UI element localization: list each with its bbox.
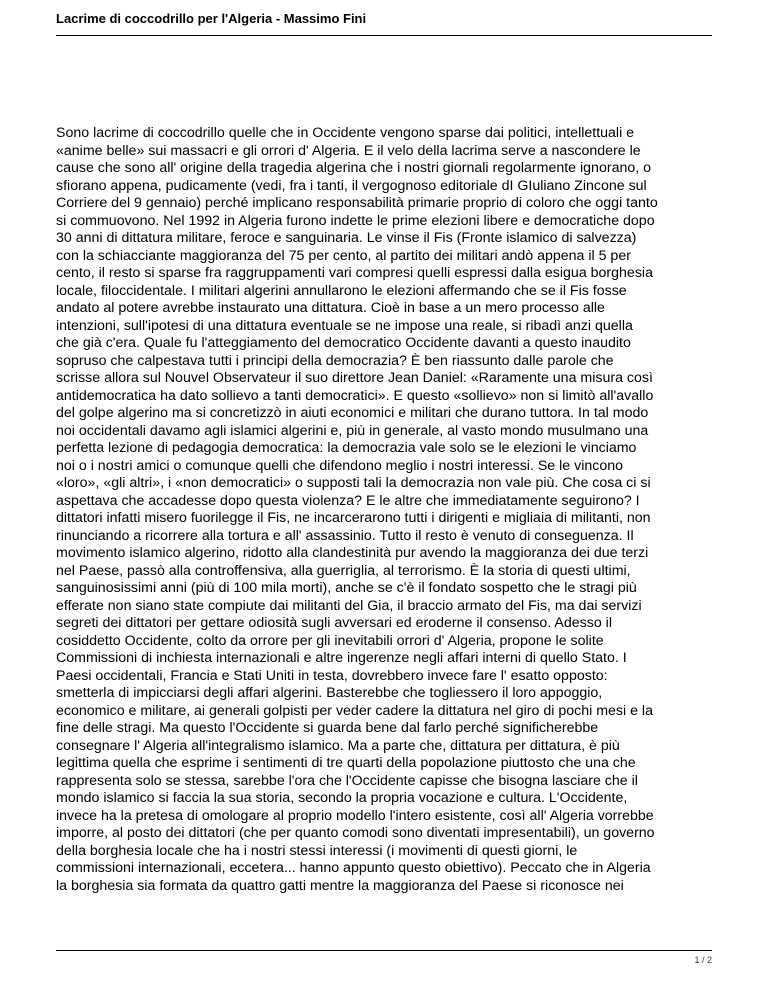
body-text-line: dittatori infatti misero fuorilegge il Fis, ne incarcerarono tutti i dirigenti e migliaia di militanti, non	[56, 510, 651, 526]
body-text-line: si commuovono. Nel 1992 in Algeria furono indette le prime elezioni libere e democratiche dopo	[56, 212, 655, 229]
article-body	[56, 125, 721, 895]
body-text-line: «loro», «gli altri», i «non democratici» o supposti tali la democrazia non vale più. Che cosa ci si	[56, 475, 651, 491]
body-text-line: economico e militare, ai generali golpisti per veder cadere la dittatura nel giro di pochi mesi e la	[56, 702, 653, 719]
body-text-line: fine delle stragi. Ma questo l'Occidente si guarda bene dal farlo perché significherebbe	[56, 720, 599, 736]
body-text-line: consegnare l' Algeria all'integralismo islamico. Ma a parte che, dittatura per dittatura, è più	[56, 737, 620, 754]
body-text-line: della borghesia locale che ha i nostri stessi interessi (i movimenti di questi giorni, le	[56, 842, 578, 859]
body-text-line: la borghesia sia formata da quattro gatti mentre la maggioranza del Paese si riconosce nei	[56, 877, 624, 894]
body-text-line: sopruso che calpestava tutti i principi della democrazia? È ben riassunto dalle parole che	[56, 352, 614, 369]
body-text-line: noi occidentali davamo agli islamici algerini e, più in generale, al vasto mondo musulmano una	[56, 422, 649, 439]
body-text-line: rappresenta solo se stessa, sarebbe l'ora che l'Occidente capisse che bisogna lasciare che il	[56, 772, 638, 789]
body-text-line: movimento islamico algerino, ridotto alla clandestinità pur avendo la maggioranza dei due terzi	[56, 545, 649, 561]
body-text-line: legittima quella che esprime i sentimenti di tre quarti della popolazione piuttosto che una che	[56, 755, 636, 771]
body-text-line: che già c'era. Quale fu l'atteggiamento del democratico Occidente davanti a questo inaudito	[56, 335, 631, 351]
body-text-line: intenzioni, sull'ipotesi di una dittatura eventuale se ne impose una reale, si ribadì anzi quella	[56, 317, 633, 334]
body-text-line: «anime belle» sui massacri e gli orrori d' Algeria. E il velo della lacrima serve a nascondere le	[56, 142, 641, 159]
document-title: Lacrime di coccodrillo per l'Algeria - Massimo Fini	[56, 11, 367, 26]
body-text-line: scrisse allora sul Nouvel Observateur il suo direttore Jean Daniel: «Raramente una misura così	[56, 370, 653, 386]
body-text-line: Corriere del 9 gennaio) perché implicano responsabilità primarie proprio di coloro che oggi tanto	[56, 195, 658, 211]
body-text-line: smetterla di impicciarsi degli affari algerini. Basterebbe che togliessero il loro appoggio,	[56, 685, 603, 701]
body-text-line: Paesi occidentali, Francia e Stati Uniti in testa, dovrebbero invece fare l' esatto opposto:	[56, 667, 608, 684]
body-text-line: aspettava che accadesse dopo questa violenza? E le altre che immediatamente seguirono? I	[56, 492, 640, 509]
body-text-line: cosiddetto Occidente, colto da orrore per gli inevitabili orrori d' Algeria, propone le solite	[56, 632, 604, 649]
body-text-line: locale, filoccidentale. I militari algerini annullarono le elezioni affermando che se il Fis fosse	[56, 282, 627, 299]
body-text-line: cause che sono all' origine della tragedia algerina che i nostri giornali regolarmente ignorano, o	[56, 160, 652, 176]
body-text-line: nel Paese, passò alla controffensiva, alla guerriglia, al terrorismo. È la storia di questi ultimi,	[56, 562, 631, 579]
body-text-line: noi o i nostri amici o comunque quelli che difendono meglio i nostri interessi. Se le vincono	[56, 457, 624, 474]
body-text-line: imporre, al posto dei dittatori (che per quanto comodi sono diventati impresentabili), un governo	[56, 825, 655, 841]
body-text-line: andato al potere avrebbe instaurato una dittatura. Cioè in base a un mero processo alle	[56, 300, 605, 316]
body-text-line: antidemocratica ha dato sollievo a tanti democratici». E questo «sollievo» non si limitò all'avallo	[56, 387, 654, 404]
body-text-line: Sono lacrime di coccodrillo quelle che in Occidente vengono sparse dai politici, intellettuali e	[56, 125, 635, 141]
body-text-line: perfetta lezione di pedagogia democratica: la democrazia vale solo se le elezioni le vinciamo	[56, 440, 637, 456]
footer-divider	[56, 950, 712, 951]
body-text-line: cento, il resto si sparse fra raggruppamenti vari compresi quelli espressi dalla esigua borghesia	[56, 265, 653, 281]
body-text-line: sanguinosissimi anni (più di 100 mila morti), anche se c'è il fondato sospetto che le stragi più	[56, 580, 637, 596]
body-text-line: del golpe algerino ma si concretizzò in aiuti economici e militari che durano tuttora. In tal modo	[56, 405, 649, 421]
body-text-line: rinunciando a ricorrere alla tortura e all' assassinio. Tutto il resto è venuto di conseguenza. Il	[56, 527, 634, 544]
body-text-line: sfiorano appena, pudicamente (vedi, fra i tanti, il vergognoso editoriale dI GIuliano Zincone sul	[56, 177, 647, 194]
body-text-line: commissioni internazionali, eccetera... hanno appunto questo obiettivo). Peccato che in Algeria	[56, 860, 651, 876]
body-text-line: Commissioni di inchiesta internazionali e altre ingerenze negli affari interni di quello Stato. I	[56, 650, 627, 666]
body-text-line: efferate non siano state compiute dai militanti del Gia, il braccio armato del Fis, ma dai servizi	[56, 597, 642, 614]
body-text-line: 30 anni di dittatura militare, feroce e sanguinaria. Le vinse il Fis (Fronte islamico di salvezza)	[56, 230, 637, 246]
page-number: 1 / 2	[694, 955, 712, 965]
body-text-line: segreti dei dittatori per gettare odiosità sugli avversari ed eroderne il consenso. Adesso il	[56, 615, 612, 631]
body-text-line: mondo islamico si faccia la sua storia, secondo la propria vocazione e cultura. L'Occidente,	[56, 790, 628, 806]
header-divider	[56, 35, 712, 36]
body-text-line: con la schiacciante maggioranza del 75 per cento, al partito dei militari andò appena il 5 per	[56, 247, 631, 264]
body-text-line: invece ha la pretesa di omologare al proprio modello l'intero esistente, così all' Algeria vorrebbe	[56, 807, 654, 824]
